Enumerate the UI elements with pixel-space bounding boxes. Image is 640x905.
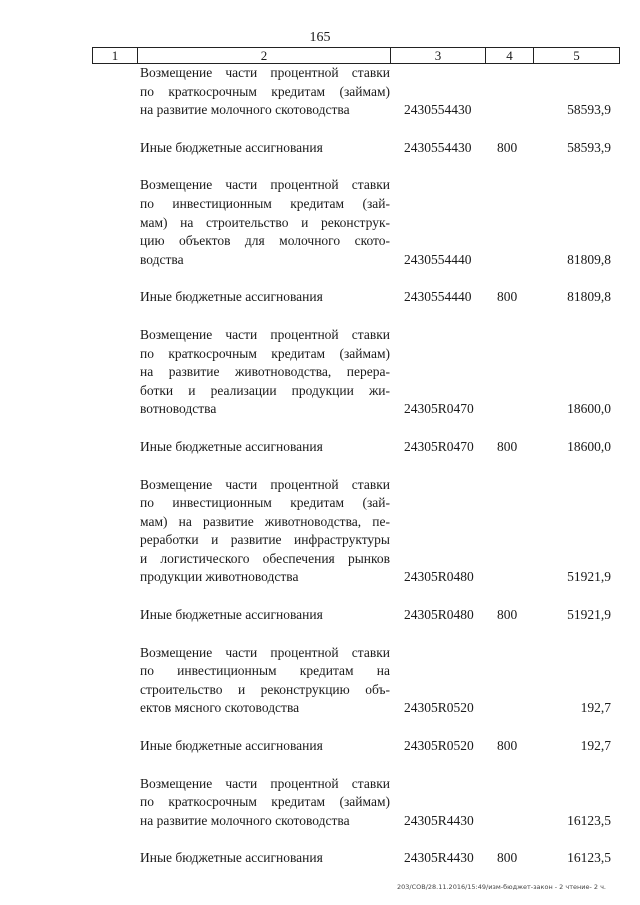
description-line: по инвестиционным кредитам на [140,663,390,679]
expense-type-code: 800 [497,438,518,454]
description-line: мам) на строительство и реконструк- [140,214,390,230]
description-line: по инвестиционным кредитам (зай- [140,195,390,211]
row-description [140,176,390,269]
column-header-5: 5 [573,48,580,63]
description-line: на развитие животноводства, перера- [140,364,390,380]
table-row [0,64,640,120]
table-header [92,47,620,64]
amount: 192,7 [580,700,611,716]
row-description [140,737,390,756]
row-description [140,849,390,868]
column-header-3: 3 [391,48,486,63]
column-header-1: 1 [93,48,138,63]
target-article-code: 2430554430 [404,102,472,118]
target-article-code: 2430554430 [404,139,472,155]
description-line: по краткосрочным кредитам (займам) [140,345,390,361]
amount: 18600,0 [567,438,611,454]
amount: 18600,0 [567,401,611,417]
description-line: по инвестиционным кредитам (зай- [140,495,390,511]
row-description [140,775,390,831]
target-article-code: 24305R4430 [404,812,474,828]
amount: 51921,9 [567,569,611,585]
row-description [140,288,390,307]
target-article-code: 24305R4430 [404,850,474,866]
target-article-code: 2430554440 [404,251,472,267]
expense-type-code: 800 [497,738,518,754]
description-line: на развитие молочного скотоводства [140,812,350,828]
row-description [140,644,390,718]
target-article-code: 24305R0520 [404,738,474,754]
amount: 16123,5 [567,850,611,866]
description-line: Возмещение части процентной ставки [140,476,390,492]
row-description [140,139,390,158]
target-article-code: 2430554440 [404,289,472,305]
target-article-code: 24305R0480 [404,607,474,623]
amount: 81809,8 [567,289,611,305]
amount: 81809,8 [567,251,611,267]
description-line: Возмещение части процентной ставки [140,775,390,791]
description-line: на развитие молочного скотоводства [140,102,350,118]
column-header-4: 4 [486,48,534,63]
table-row [0,476,640,588]
row-description [140,476,390,588]
table-row [0,288,640,307]
description-line: Иные бюджетные ассигнования [140,438,323,454]
description-line: по краткосрочным кредитам (займам) [140,83,390,99]
table-row [0,139,640,158]
row-description [140,64,390,120]
amount: 192,7 [580,738,611,754]
description-line: мам) на развитие животноводства, пе- [140,513,390,529]
expense-type-code: 800 [497,607,518,623]
amount: 58593,9 [567,102,611,118]
row-description [140,326,390,419]
budget-table-body [0,64,640,868]
target-article-code: 24305R0480 [404,569,474,585]
description-line: реработки и развитие инфраструктуры [140,532,390,548]
description-line: и логистического обеспечения рынков [140,550,390,566]
description-line: Иные бюджетные ассигнования [140,850,323,866]
table-row [0,326,640,419]
table-row [0,737,640,756]
page-number: 165 [309,30,331,45]
description-line: Возмещение части процентной ставки [140,65,390,80]
description-line: ектов мясного скотоводства [140,700,300,716]
expense-type-code: 800 [497,289,518,305]
description-line: цию объектов для молочного ското- [140,233,390,249]
amount: 16123,5 [567,812,611,828]
description-line: Возмещение части процентной ставки [140,326,390,342]
target-article-code: 24305R0520 [404,700,474,716]
description-line: продукции животноводства [140,569,299,585]
table-row [0,644,640,718]
description-line: водства [140,251,184,267]
description-line: вотноводства [140,401,217,417]
description-line: ботки и реализации продукции жи- [140,382,390,398]
table-row [0,849,640,868]
description-line: Иные бюджетные ассигнования [140,738,323,754]
row-description [140,606,390,625]
column-header-2: 2 [138,48,391,63]
description-line: Иные бюджетные ассигнования [140,139,323,155]
description-line: Иные бюджетные ассигнования [140,289,323,305]
amount: 51921,9 [567,607,611,623]
target-article-code: 24305R0470 [404,401,474,417]
description-line: Возмещение части процентной ставки [140,644,390,660]
table-row [0,176,640,269]
description-line: Возмещение части процентной ставки [140,177,390,193]
footer-stamp: 203/СОВ/28.11.2016/15:49/изм-бюджет-закон - 2 чтение- 2 ч. [396,883,606,891]
target-article-code: 24305R0470 [404,438,474,454]
description-line: по краткосрочным кредитам (займам) [140,794,390,810]
table-row [0,606,640,625]
description-line: строительство и реконструкцию объ- [140,681,390,697]
expense-type-code: 800 [497,850,518,866]
table-row [0,775,640,831]
amount: 58593,9 [567,139,611,155]
expense-type-code: 800 [497,139,518,155]
row-description [140,438,390,457]
description-line: Иные бюджетные ассигнования [140,607,323,623]
table-row [0,438,640,457]
